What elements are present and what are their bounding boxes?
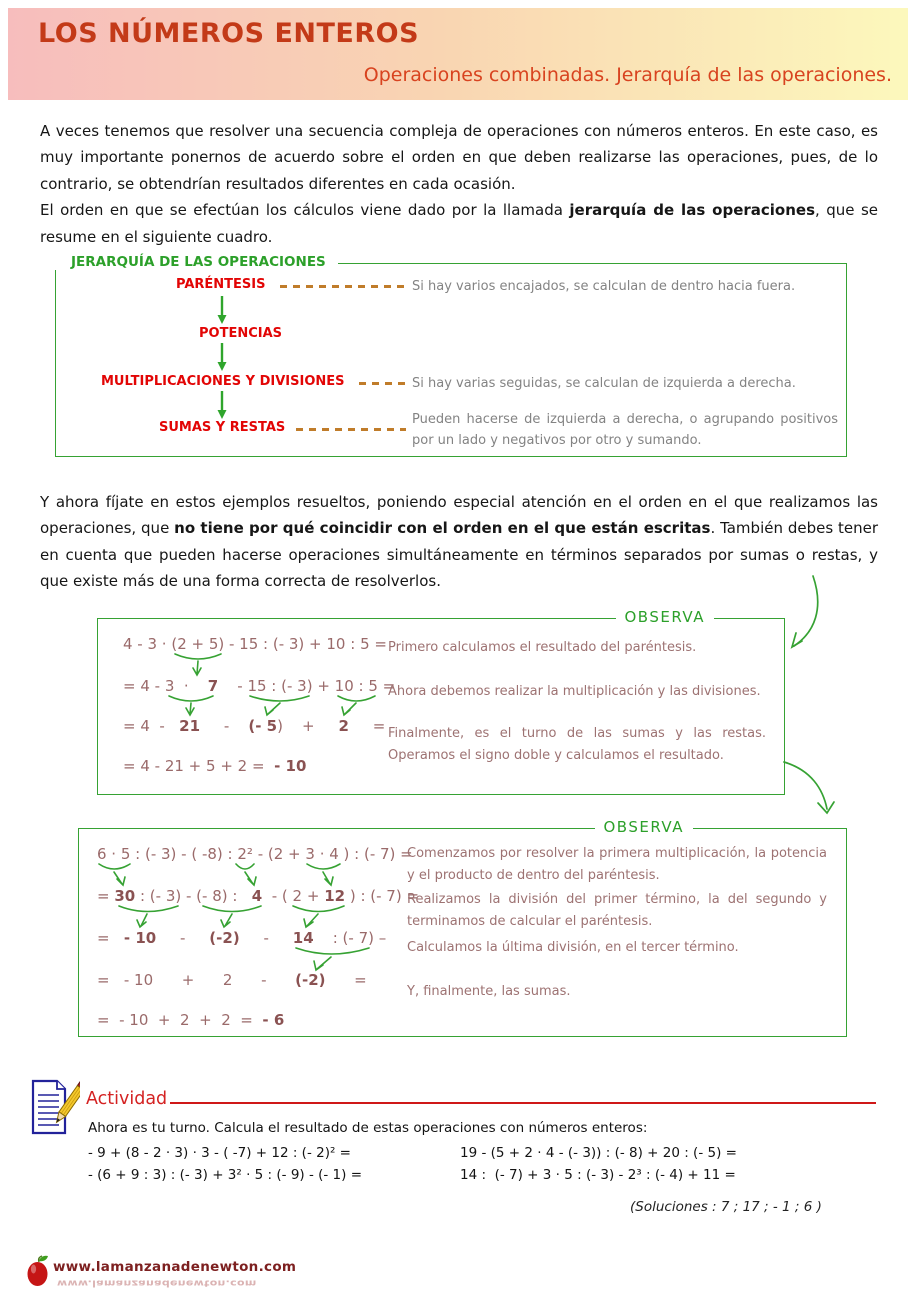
explanation-note: Realizamos la división del primer término, la del segundo y terminamos de calcular el paréntesis. [407,892,827,929]
math-line: 6 · 5 : (- 3) - ( -8) : 2² - (2 + 3 · 4 ) : (- 7) = [97,845,413,863]
math-line: 4 - 3 · (2 + 5) - 15 : (- 3) + 10 : 5 = [123,635,387,653]
intro-paragraph-2: El orden en que se efectúan los cálculos viene dado por la llamada jerarquía de las operaciones, que se resume en el siguiente cuadro. [40,201,878,246]
note-pencil-icon [30,1076,80,1138]
page-footer [26,1252,346,1296]
hierarchy-step-mult-div: MULTIPLICACIONES Y DIVISIONES [101,374,345,389]
website-link[interactable]: www.lamanzanadenewton.com [53,1259,297,1275]
hierarchy-step-potencias: POTENCIAS [199,326,283,341]
math-line: = - 10 + 2 + 2 = - 6 [97,1011,285,1029]
hierarchy-step-sumas-restas: SUMAS Y RESTAS [159,420,286,435]
explanation-note: Finalmente, es el turno de las sumas y las restas. Operamos el signo doble y calculamos el resultado. [388,726,766,763]
middle-paragraph [40,489,878,595]
math-line: = 4 - 21 + 5 + 2 = - 10 [123,757,307,775]
apple-logo-icon [26,1254,52,1288]
exercise-equation: 19 - (5 + 2 · 4 - (- 3)) : (- 8) + 20 : (- 5) = [460,1145,737,1161]
down-arrow-icon [215,296,229,325]
math-line: = 4 - 3 · 7 - 15 : (- 3) + 10 : 5 = [123,677,396,695]
down-arrow-icon [215,343,229,372]
observa-box-1 [97,608,785,795]
hierarchy-note-mult-div: Si hay varias seguidas, se calculan de izquierda a derecha. [412,376,796,391]
observa-label: OBSERVA [616,608,715,626]
math-line: = - 10 + 2 - (-2) = [97,971,367,989]
math-line: = 30 : (- 3) - (- 8) : 4 - ( 2 + 12 ) : (- 7) = [97,887,420,905]
activity-intro: Ahora es tu turno. Calcula el resultado de estas operaciones con números enteros: [88,1120,648,1136]
exercise-equation: 14 : (- 7) + 3 · 5 : (- 3) - 2³ : (- 4) + 11 = [460,1167,736,1183]
activity-rule [170,1102,876,1104]
header-banner [8,8,908,100]
explanation-note: Comenzamos por resolver la primera multiplicación, la potencia y el producto de dentro del paréntesis. [407,846,827,883]
explanation-note: Y, finalmente, las sumas. [407,984,571,999]
activity-title: Actividad [86,1089,168,1109]
page-title: LOS NÚMEROS ENTEROS [38,18,420,49]
math-line: = - 10 - (-2) - 14 : (- 7) – [97,929,387,947]
exercise-equation: - 9 + (8 - 2 · 3) · 3 - ( -7) + 12 : (- 2)² = [88,1145,351,1161]
intro-paragraphs [40,118,878,250]
hierarchy-note-sumas-restas: Pueden hacerse de izquierda a derecha, o agrupando positivos por un lado y negativos por otro y sumando. [412,412,838,448]
dashed-connector [296,428,406,431]
website-link-reflection: www.lamanzanadenewton.com [57,1278,257,1289]
explanation-note: Ahora debemos realizar la multiplicación y las divisiones. [388,684,761,699]
observa-box-2 [78,818,847,1037]
intro-paragraph-1: A veces tenemos que resolver una secuencia compleja de operaciones con números enteros. En este caso, es muy importante ponernos de acuerdo sobre el orden en que deben realizarse las operaciones, pues, de lo contrario, se obtendrían resultados diferentes en cada ocasión. [40,122,878,193]
math-line: = 4 - 21 - (- 5) + 2 = [123,717,386,735]
down-arrow-icon [215,391,229,420]
page-subtitle: Operaciones combinadas. Jerarquía de las operaciones. [363,64,892,86]
hierarchy-note-parentesis: Si hay varios encajados, se calculan de dentro hacia fuera. [412,279,796,294]
explanation-note: Calculamos la última división, en el tercer término. [407,940,739,955]
hierarchy-box-title: JERARQUÍA DE LAS OPERACIONES [55,254,338,270]
observa-label: OBSERVA [595,818,694,836]
hierarchy-step-parentesis: PARÉNTESIS [176,277,266,292]
dashed-connector [280,285,406,288]
middle-paragraph-text: Y ahora fíjate en estos ejemplos resueltos, poniendo especial atención en el orden en el que realizamos las operaciones, que no tiene por qué coincidir con el orden en el que están escritas. También debes tener en cuenta que pueden hacerse operaciones simultáneamente en términos separados por sumas o restas, y que existe más de una forma correcta de resolverlos. [40,493,878,591]
dashed-connector [359,382,406,385]
exercise-equation: - (6 + 9 : 3) : (- 3) + 3² · 5 : (- 9) - (- 1) = [88,1167,363,1183]
curved-arrow-icon [784,762,827,809]
solutions-text: (Soluciones : 7 ; 17 ; - 1 ; 6 ) [630,1199,822,1215]
explanation-note: Primero calculamos el resultado del paréntesis. [388,640,697,655]
hierarchy-box [55,254,847,457]
